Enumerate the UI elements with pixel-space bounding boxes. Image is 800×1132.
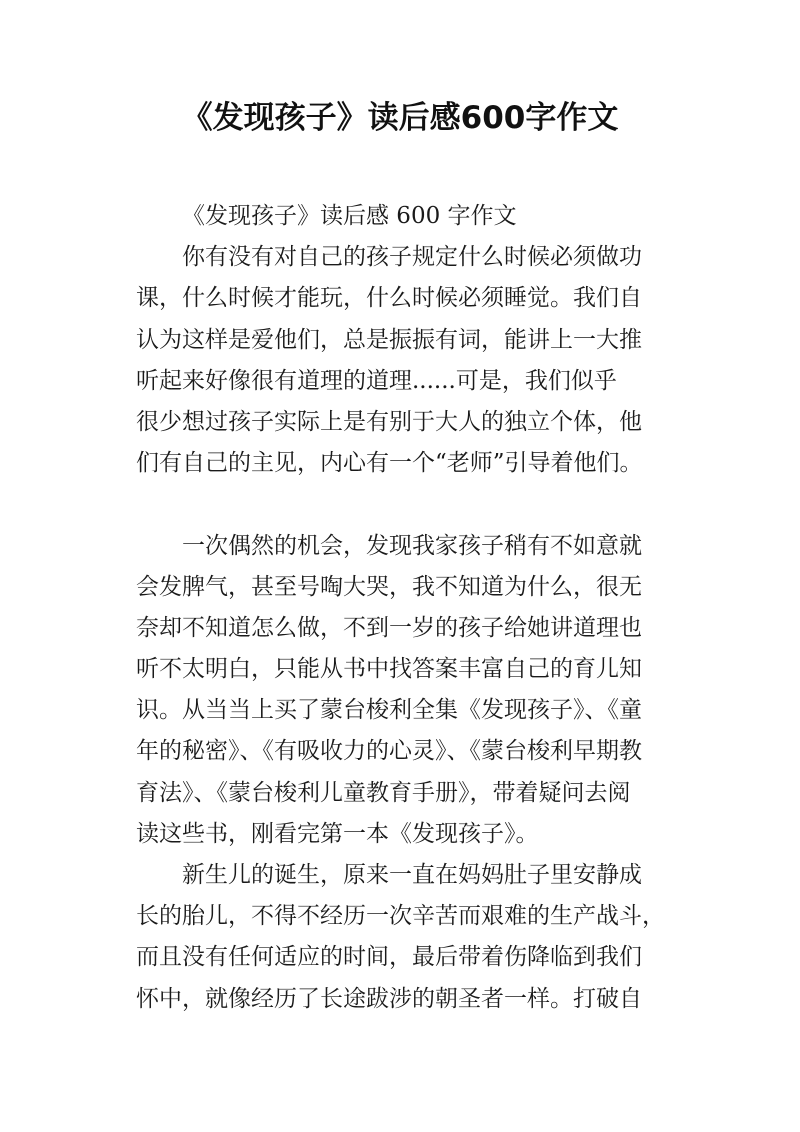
paragraph-line: 识。从当当上买了蒙台梭利全集《发现孩子》、《童 (136, 697, 642, 724)
paragraph-line: 会发脾气，甚至号啕大哭，我不知道为什么，很无 (136, 573, 642, 600)
paragraph-2 (136, 526, 676, 856)
document-title: 《发现孩子》读后感600字作文 (181, 100, 619, 136)
paragraph-line: 很少想过孩子实际上是有别于大人的独立个体，他 (136, 408, 642, 435)
paragraph-line: 认为这样是爱他们，总是振振有词，能讲上一大推 (136, 326, 642, 353)
paragraph-line: 而且没有任何适应的时间，最后带着伤降临到我们 (136, 944, 642, 971)
paragraph-line: 课，什么时候才能玩，什么时候必须睡觉。我们自 (136, 285, 642, 312)
document-body (136, 196, 676, 1020)
paragraph-line: 年的秘密》、《有吸收力的心灵》、《蒙台梭利早期教 (136, 738, 642, 765)
paragraph-spacer (136, 484, 676, 525)
paragraph-line: 奈却不知道怎么做，不到一岁的孩子给她讲道理也 (136, 614, 642, 641)
paragraph-1 (136, 237, 676, 484)
paragraph-line: 怀中，就像经历了长途跋涉的朝圣者一样。打破自 (136, 985, 642, 1012)
paragraph-line: 听不太明白，只能从书中找答案丰富自己的育儿知 (136, 656, 642, 683)
paragraph-3 (136, 855, 676, 1020)
paragraph-line: 一次偶然的机会，发现我家孩子稍有不如意就 (182, 532, 642, 559)
paragraph-line: 听起来好像很有道理的道理......可是，我们似乎 (136, 367, 617, 394)
document-subtitle: 《发现孩子》读后感 600 字作文 (182, 203, 517, 229)
paragraph-line: 们有自己的主见，内心有一个“老师”引导着他们。 (136, 450, 643, 477)
paragraph-line: 育法》、《蒙台梭利儿童教育手册》，带着疑问去阅 (136, 779, 631, 806)
paragraph-line: 新生儿的诞生，原来一直在妈妈肚子里安静成 (182, 862, 642, 888)
paragraph-line: 读这些书，刚看完第一本《发现孩子》。 (136, 820, 539, 847)
paragraph-line: 你有没有对自己的孩子规定什么时候必须做功 (182, 244, 642, 271)
paragraph-line: 长的胎儿，不得不经历一次辛苦而艰难的生产战斗， (136, 903, 665, 930)
